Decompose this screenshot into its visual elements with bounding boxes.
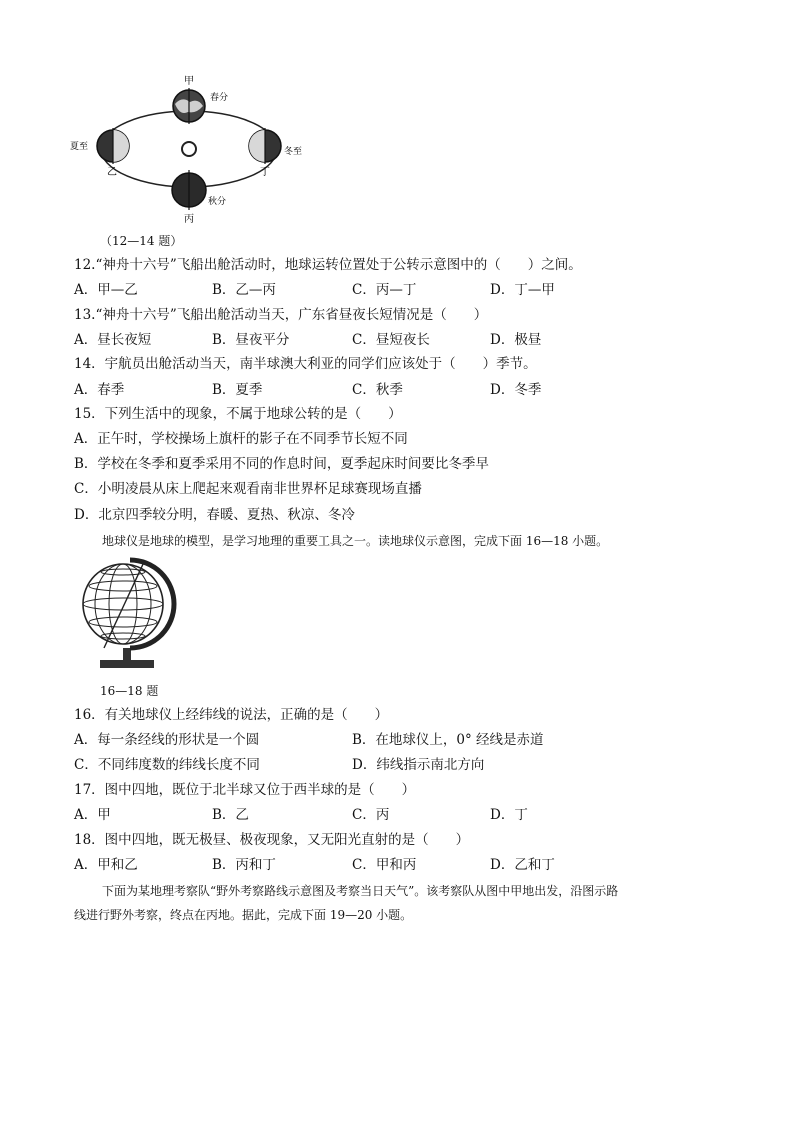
q18-option-d: D．乙和丁: [490, 857, 555, 873]
q15-option-c: C．小明凌晨从床上爬起来观看南非世界杯足球赛现场直播: [74, 481, 422, 497]
globe-diagram: [78, 556, 188, 674]
q18-option-c: C．甲和丙: [352, 857, 417, 873]
intro-next-line1: 下面为某地理考察队“野外考察路线示意图及考察当日天气”。该考察队从图中甲地出发，沿图示路: [102, 884, 619, 898]
q17-option-b: B．乙: [212, 807, 249, 823]
label-autumn: 秋分: [208, 197, 227, 207]
label-bottom: 丙: [184, 214, 194, 225]
q16-option-b: B．在地球仪上，0° 经线是赤道: [352, 732, 544, 748]
q16-option-d: D．纬线指示南北方向: [352, 757, 485, 773]
q14-option-d: D．冬季: [490, 382, 542, 398]
q17-stem: 17．图中四地，既位于北半球又位于西半球的是（ ）: [74, 782, 416, 798]
q12-option-c: C．丙—丁: [352, 282, 417, 298]
figure1-caption: （12—14 题）: [100, 234, 183, 248]
q18-option-a: A．甲和乙: [74, 857, 138, 873]
q17-option-c: C．丙: [352, 807, 390, 823]
figure2-caption: 16—18 题: [100, 684, 159, 698]
label-left: 乙: [107, 167, 117, 178]
intro-globe: 地球仪是地球的模型，是学习地理的重要工具之一。读地球仪示意图，完成下面 16—18 小题。: [102, 534, 609, 548]
q13-option-a: A．昼长夜短: [74, 332, 152, 348]
q13-stem: 13.“神舟十六号”飞船出舱活动当天，广东省昼夜长短情况是（ ）: [74, 307, 488, 323]
q15-option-b: B．学校在冬季和夏季采用不同的作息时间，夏季起床时间要比冬季早: [74, 456, 489, 472]
q15-stem: 15．下列生活中的现象，不属于地球公转的是（ ）: [74, 406, 402, 422]
q16-option-c: C．不同纬度数的纬线长度不同: [74, 757, 260, 773]
q14-option-b: B．夏季: [212, 382, 263, 398]
q13-option-c: C．昼短夜长: [352, 332, 430, 348]
q16-option-a: A．每一条经线的形状是一个圆: [74, 732, 260, 748]
label-spring: 春分: [210, 93, 229, 103]
q18-stem: 18．图中四地，既无极昼、极夜现象，又无阳光直射的是（ ）: [74, 832, 470, 848]
sun-icon: [182, 142, 196, 156]
label-top: 甲: [184, 76, 194, 87]
q18-option-b: B．丙和丁: [212, 857, 276, 873]
q13-option-b: B．昼夜平分: [212, 332, 290, 348]
orbit-diagram: [70, 74, 320, 234]
q15-option-d: D．北京四季较分明，春暖、夏热、秋凉、冬冷: [74, 507, 355, 523]
q13-option-d: D．极昼: [490, 332, 542, 348]
q15-option-a: A．正午时，学校操场上旗杆的影子在不同季节长短不同: [74, 431, 408, 447]
label-summer: 夏至: [70, 142, 89, 152]
q12-stem: 12.“神舟十六号”飞船出舱活动时，地球运转位置处于公转示意图中的（ ）之间。: [74, 257, 582, 273]
q17-option-a: A．甲: [74, 807, 111, 823]
q12-option-a: A．甲—乙: [74, 282, 138, 298]
label-winter: 冬至: [284, 147, 303, 157]
intro-next-line2: 线进行野外考察，终点在丙地。据此，完成下面 19—20 小题。: [74, 908, 413, 922]
q12-option-b: B．乙—丙: [212, 282, 276, 298]
q14-stem: 14．宇航员出舱活动当天，南半球澳大利亚的同学们应该处于（ ）季节。: [74, 356, 537, 372]
q16-stem: 16．有关地球仪上经纬线的说法，正确的是（ ）: [74, 707, 389, 723]
q14-option-a: A．春季: [74, 382, 125, 398]
q12-option-d: D．丁—甲: [490, 282, 555, 298]
q17-option-d: D．丁: [490, 807, 528, 823]
label-right: 丁: [260, 167, 270, 178]
q14-option-c: C．秋季: [352, 382, 403, 398]
